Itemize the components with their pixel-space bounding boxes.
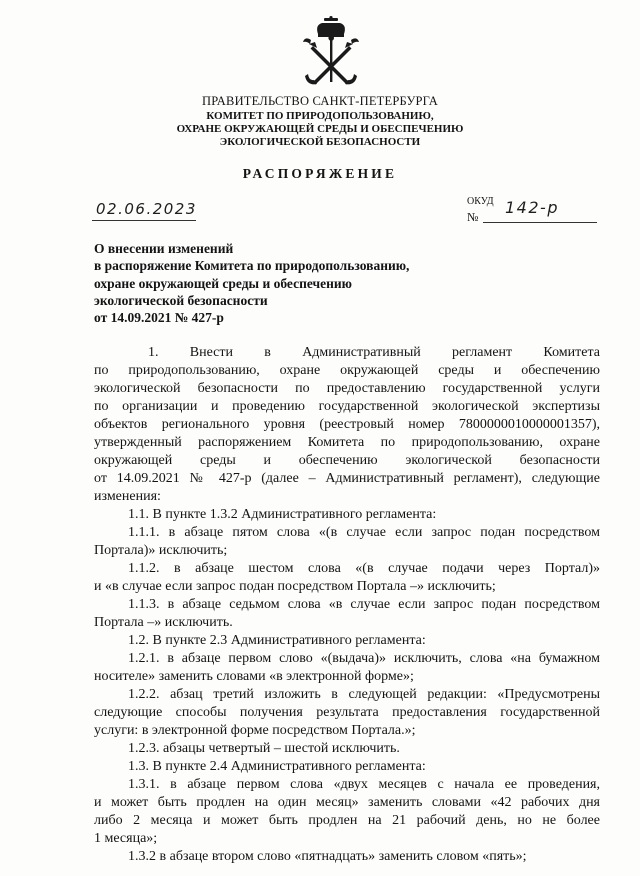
body-line: Портала –» исключить. (94, 615, 233, 630)
body-line: 1.2.1. в абзаце первом слово «(выдача)» исключить, слова «на бумажном (128, 651, 600, 666)
body-line: следующие способы получения результата предоставления государственной (94, 705, 600, 720)
body-line: по организации и проведению государственной экологической экспертизы (94, 399, 600, 414)
body-line: услуги: в электронной форме посредством Портала.»; (94, 723, 416, 738)
body-line: экологической безопасности по предоставлению государственной услуги (94, 381, 600, 396)
body-line: и «в случае если запрос подан посредством Портала –» исключить; (94, 579, 496, 594)
committee-name-line-1: КОМИТЕТ ПО ПРИРОДОПОЛЬЗОВАНИЮ, (206, 110, 434, 122)
body-line: 1.1.1. в абзаце пятом слова «(в случае если запрос подан посредством (128, 525, 600, 540)
number-label: № (467, 210, 479, 224)
body-line: изменения: (94, 489, 161, 504)
body-line: Портала)» исключить; (94, 543, 228, 558)
body-line: 1.2. В пункте 2.3 Административного регламента: (128, 633, 426, 648)
document-subject-title (94, 240, 409, 326)
body-line: 1 месяца»; (94, 831, 158, 846)
handwritten-date: 02.06.2023 (96, 200, 197, 218)
title-line: от 14.09.2021 № 427-р (94, 310, 224, 326)
body-line: окружающей среды и обеспечению экологической безопасности (94, 453, 600, 468)
government-name: ПРАВИТЕЛЬСТВО САНКТ-ПЕТЕРБУРГА (202, 94, 438, 108)
body-line: 1. Внести в Административный регламент Комитета (148, 345, 600, 360)
date-underline (92, 220, 196, 221)
title-line: О внесении изменений (94, 241, 234, 256)
body-line: либо 2 месяца и может быть продлен на 21 рабочий день, но не более (94, 813, 600, 828)
body-line: по природопользованию, охране окружающей среды и обеспечению (94, 363, 600, 378)
body-line: объектов регионального уровня (реестровый номер 7800000010000001357), (94, 417, 600, 432)
title-line: экологической безопасности (94, 292, 268, 308)
title-line: охране окружающей среды и обеспечению (94, 275, 352, 291)
committee-name-line-2: ОХРАНЕ ОКРУЖАЮЩЕЙ СРЕДЫ И ОБЕСПЕЧЕНИЮ (176, 123, 464, 135)
body-line: 1.1.3. в абзаце седьмом слова «в случае если запрос подан посредством (128, 597, 600, 612)
body-line: 1.3.2 в абзаце втором слово «пятнадцать» заменить словом «пять»; (128, 849, 527, 864)
body-line: 1.1. В пункте 1.3.2 Административного регламента: (128, 507, 437, 522)
coat-of-arms-emblem (301, 16, 361, 88)
number-underline (483, 222, 597, 223)
document-type-title: РАСПОРЯЖЕНИЕ (242, 166, 398, 181)
okud-label: ОКУД (467, 196, 494, 207)
title-line: в распоряжение Комитета по природопользованию, (94, 258, 410, 274)
body-line: утвержденный распоряжением Комитета по природопользованию, охране (94, 435, 600, 450)
handwritten-document-number: 142-р (505, 198, 559, 217)
body-line: и может быть продлен на один месяц» заменить словами «42 рабочих дня (94, 795, 600, 810)
body-line: 1.3. В пункте 2.4 Административного регламента: (128, 759, 426, 774)
body-line: 1.2.2. абзац третий изложить в следующей редакции: «Предусмотрены (128, 687, 600, 702)
body-line: 1.2.3. абзацы четвертый – шестой исключить. (128, 741, 400, 756)
body-line: 1.3.1. в абзаце первом слова «двух месяцев с начала ее проведения, (128, 777, 600, 792)
body-line: от 14.09.2021 № 427-р (далее – Административный регламент), следующие (94, 471, 600, 486)
body-line: носителе» заменить словами «в электронной форме»; (94, 669, 414, 684)
body-line: 1.1.2. в абзаце шестом слова «(в случае подачи через Портал)» (128, 561, 600, 576)
committee-name-line-3: ЭКОЛОГИЧЕСКОЙ БЕЗОПАСНОСТИ (219, 136, 421, 148)
